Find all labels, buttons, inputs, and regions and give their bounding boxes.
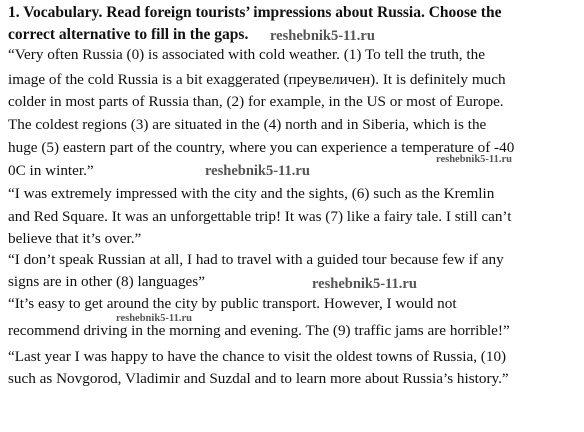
- watermark: reshebnik5-11.ru: [312, 276, 417, 292]
- heading-line-2: correct alternative to fill in the gaps.: [8, 26, 249, 43]
- text-line: The coldest regions (3) are situated in the (4) north and in Siberia, which is the: [8, 116, 487, 133]
- text-line: “It’s easy to get around the city by public transport. However, I would not: [8, 295, 457, 312]
- text-line: “Very often Russia (0) is associated with cold weather. (1) To tell the truth, the: [8, 46, 485, 63]
- watermark: reshebnik5-11.ru: [116, 313, 192, 324]
- text-line: believe that it’s over.”: [8, 230, 142, 247]
- watermark: reshebnik5-11.ru: [436, 154, 512, 165]
- text-line: “I don’t speak Russian at all, I had to travel with a guided tour because few if any: [8, 251, 504, 268]
- text-line: colder in most parts of Russia than, (2) for example, in the US or most of Europe.: [8, 93, 504, 110]
- watermark: reshebnik5-11.ru: [270, 28, 375, 44]
- heading-line-1: 1. Vocabulary. Read foreign tourists’ impressions about Russia. Choose the: [8, 4, 502, 21]
- text-line: 0C in winter.”: [8, 162, 94, 179]
- text-line: image of the cold Russia is a bit exaggerated (преувеличен). It is definitely much: [8, 71, 506, 88]
- text-line: and Red Square. It was an unforgettable trip! It was (7) like a fairy tale. I still can’t: [8, 208, 512, 225]
- text-line: such as Novgorod, Vladimir and Suzdal and to learn more about Russia’s history.”: [8, 370, 509, 387]
- text-line: recommend driving in the morning and evening. The (9) traffic jams are horrible!”: [8, 322, 510, 339]
- text-line: huge (5) eastern part of the country, where you can experience a temperature of -40: [8, 139, 515, 156]
- text-line: “I was extremely impressed with the city and the sights, (6) such as the Kremlin: [8, 185, 495, 202]
- watermark: reshebnik5-11.ru: [205, 163, 310, 179]
- text-line: “Last year I was happy to have the chance to visit the oldest towns of Russia, (10): [8, 348, 507, 365]
- text-line: signs are in other (8) languages”: [8, 273, 205, 290]
